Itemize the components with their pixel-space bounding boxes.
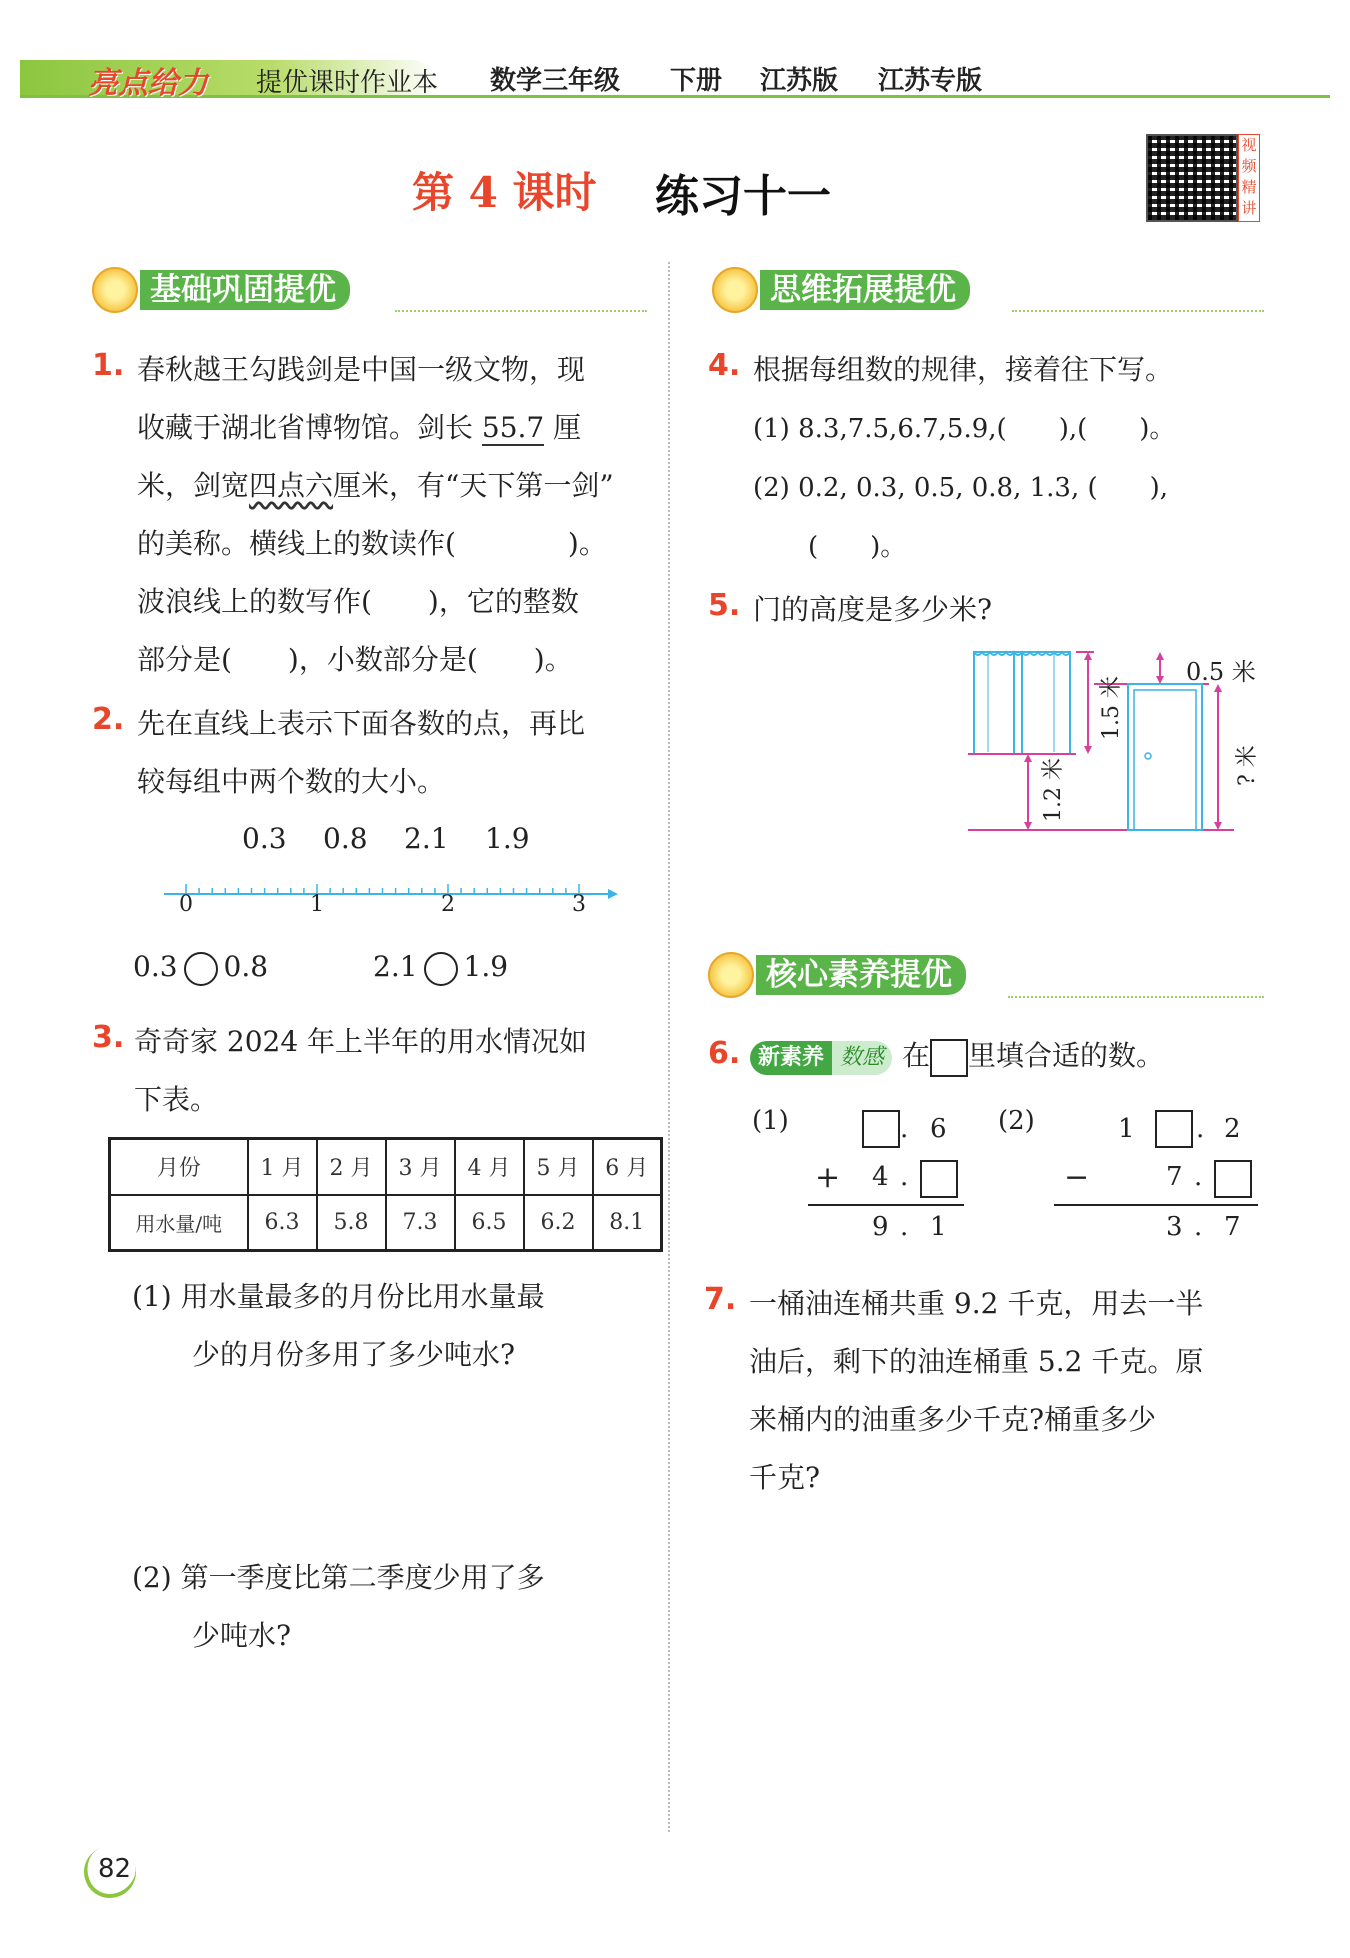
trophy-icon	[708, 952, 754, 998]
q4-stem: 根据每组数的规律，接着往下写。	[753, 353, 1174, 386]
axis-label: 0	[179, 892, 193, 917]
p1-label: (1)	[752, 1106, 789, 1136]
p2-result: 7	[1224, 1212, 1241, 1242]
answer-box[interactable]	[1155, 1110, 1193, 1148]
plus-sign: +	[815, 1160, 841, 1195]
badge-main: 新素养	[750, 1041, 832, 1075]
q1-line: 部分是( )，小数部分是( )。	[137, 643, 573, 676]
section-rule	[1008, 996, 1264, 998]
p2-top-digit: 2	[1224, 1114, 1241, 1144]
table-row	[110, 1195, 662, 1251]
table-cell: 5.8	[317, 1195, 386, 1251]
header-edition: 江苏版	[760, 66, 839, 96]
q2-number: 2.	[92, 702, 125, 737]
q4-sub1: (1) 8.3,7.5,6.7,5.9,( ),( )。	[753, 414, 1176, 444]
compare-pair	[133, 950, 268, 986]
decimal-point: .	[1194, 1212, 1203, 1242]
column-divider	[668, 262, 670, 1832]
section-core-label: 核心素养提优	[756, 955, 966, 995]
video-tag: 视频精讲	[1238, 134, 1260, 222]
q1-line: 波浪线上的数写作( )，它的整数	[137, 585, 579, 618]
axis-label: 1	[310, 892, 324, 917]
decimal-point: .	[900, 1162, 909, 1192]
q1-line	[137, 406, 581, 446]
q3-sub1: 少的月份多用了多少吨水?	[192, 1338, 516, 1371]
p2-result: 3	[1166, 1212, 1183, 1242]
table-header-cell: 4 月	[455, 1139, 524, 1195]
q7-line: 一桶油连桶共重 9.2 千克，用去一半	[749, 1287, 1204, 1320]
compare-pair	[373, 950, 508, 986]
header-special: 江苏专版	[878, 66, 983, 96]
q1-text: 米，剑宽	[137, 469, 250, 502]
answer-box[interactable]	[920, 1160, 958, 1198]
answer-box[interactable]	[862, 1110, 900, 1148]
section-basic	[92, 270, 350, 310]
compare-circle[interactable]	[424, 952, 458, 986]
table-row-label: 用水量/吨	[110, 1195, 248, 1251]
q7-line: 千克?	[749, 1461, 821, 1494]
table-header-cell: 月份	[110, 1139, 248, 1195]
compare-right: 1.9	[463, 950, 509, 983]
q1-text: 收藏于湖北省博物馆。剑长	[137, 411, 482, 444]
q2-number-item: 0.8	[323, 822, 368, 855]
section-basic-label: 基础巩固提优	[140, 270, 350, 310]
q7-line: 来桶内的油重多少千克?桶重多少	[749, 1403, 1157, 1436]
axis-label: 3	[572, 892, 586, 917]
q3-sub2: 少吨水?	[192, 1619, 292, 1652]
table-header-cell: 5 月	[524, 1139, 593, 1195]
q4-number: 4.	[708, 348, 741, 383]
minus-sign: −	[1064, 1160, 1090, 1195]
section-rule	[395, 310, 647, 312]
q2-number-item: 2.1	[404, 822, 449, 855]
water-usage-table	[108, 1137, 663, 1252]
page-number: 82	[98, 1854, 132, 1884]
table-cell: 7.3	[386, 1195, 455, 1251]
table-header-cell: 2 月	[317, 1139, 386, 1195]
table-header-cell: 3 月	[386, 1139, 455, 1195]
p1-mid-lead: 4	[872, 1162, 889, 1192]
label-window: 1.5 米	[1099, 676, 1124, 740]
q3-line: 奇奇家 2024 年上半年的用水情况如	[134, 1025, 588, 1058]
q1-underlined-number: 55.7	[481, 411, 545, 444]
compare-circle[interactable]	[184, 952, 218, 986]
sum-rule	[808, 1204, 964, 1206]
q6-stem	[750, 1034, 1164, 1077]
q2-line: 较每组中两个数的大小。	[137, 765, 446, 798]
q6-stem-post: 里填合适的数。	[968, 1039, 1165, 1072]
p2-label: (2)	[998, 1106, 1035, 1136]
label-door: ? 米	[1235, 745, 1260, 786]
q4-sub2: (2) 0.2, 0.3, 0.5, 0.8, 1.3, ( ),	[753, 473, 1169, 503]
q2-number-item: 1.9	[485, 822, 530, 855]
table-cell: 8.1	[593, 1195, 662, 1251]
difference-rule	[1054, 1204, 1258, 1206]
q6-stem-pre: 在	[902, 1039, 931, 1072]
p2-mid-lead: 7	[1166, 1162, 1183, 1192]
q2-number-item: 0.3	[242, 822, 287, 855]
header-grade: 数学三年级	[490, 66, 621, 96]
compare-right: 0.8	[223, 950, 269, 983]
table-row	[110, 1139, 662, 1195]
answer-box[interactable]	[1214, 1160, 1252, 1198]
section-core	[708, 955, 966, 995]
q1-text: 厘米，有“天下第一剑”	[333, 469, 614, 502]
p1-result: 1	[930, 1212, 947, 1242]
q5-number: 5.	[708, 588, 741, 623]
table-cell: 6.5	[455, 1195, 524, 1251]
lesson-number: 第 4 课时	[412, 168, 597, 217]
axis-label: 2	[441, 892, 455, 917]
brand-logo: 亮点给力	[88, 66, 208, 101]
qr-code-icon[interactable]	[1146, 134, 1238, 222]
q3-line: 下表。	[134, 1083, 219, 1116]
q3-sub1: (1) 用水量最多的月份比用水量最	[132, 1280, 545, 1313]
q1-line: 春秋越王勾践剑是中国一级文物，现	[137, 353, 586, 386]
table-header-cell: 1 月	[248, 1139, 317, 1195]
p1-top-digit: 6	[930, 1114, 947, 1144]
p2-top-lead: 1	[1118, 1114, 1135, 1144]
badge-sub: 数感	[832, 1041, 892, 1075]
p1-result: 9	[872, 1212, 889, 1242]
q5-stem: 门的高度是多少米?	[753, 593, 993, 626]
decimal-point: .	[1194, 1162, 1203, 1192]
label-gap: 0.5 米	[1186, 658, 1256, 686]
q1-wavy-number: 四点六	[249, 469, 334, 502]
q6-number: 6.	[708, 1036, 741, 1071]
decimal-point: .	[900, 1212, 909, 1242]
q3-number: 3.	[92, 1020, 125, 1055]
label-bottom: 1.2 米	[1041, 758, 1066, 822]
table-cell: 6.2	[524, 1195, 593, 1251]
q1-line: 的美称。横线上的数读作( )。	[137, 527, 607, 560]
gear-bulb-icon	[92, 267, 138, 313]
book-subtitle: 提优课时作业本	[256, 68, 439, 98]
table-cell: 6.3	[248, 1195, 317, 1251]
q7-line: 油后，剩下的油连桶重 5.2 千克。原	[749, 1345, 1204, 1378]
q4-sub2: ( )。	[808, 532, 907, 562]
q7-number: 7.	[704, 1282, 737, 1317]
number-line[interactable]	[160, 878, 620, 928]
q1-line	[137, 464, 614, 504]
decimal-point: .	[1196, 1114, 1205, 1144]
sprout-icon	[712, 267, 758, 313]
q1-number: 1.	[92, 348, 125, 383]
header-volume: 下册	[670, 66, 723, 96]
new-literacy-badge	[750, 1041, 892, 1075]
page-title: 练习十一	[655, 171, 831, 222]
q1-text: 厘	[544, 411, 582, 444]
compare-left: 0.3	[133, 950, 178, 983]
decimal-point: .	[900, 1114, 909, 1144]
section-thinking	[712, 270, 970, 310]
section-rule	[1012, 310, 1264, 312]
q3-sub2: (2) 第一季度比第二季度少用了多	[132, 1561, 545, 1594]
q2-line: 先在直线上表示下面各数的点，再比	[137, 707, 586, 740]
section-thinking-label: 思维拓展提优	[760, 270, 970, 310]
sample-box	[930, 1039, 968, 1077]
compare-left: 2.1	[373, 950, 418, 983]
table-header-cell: 6 月	[593, 1139, 662, 1195]
